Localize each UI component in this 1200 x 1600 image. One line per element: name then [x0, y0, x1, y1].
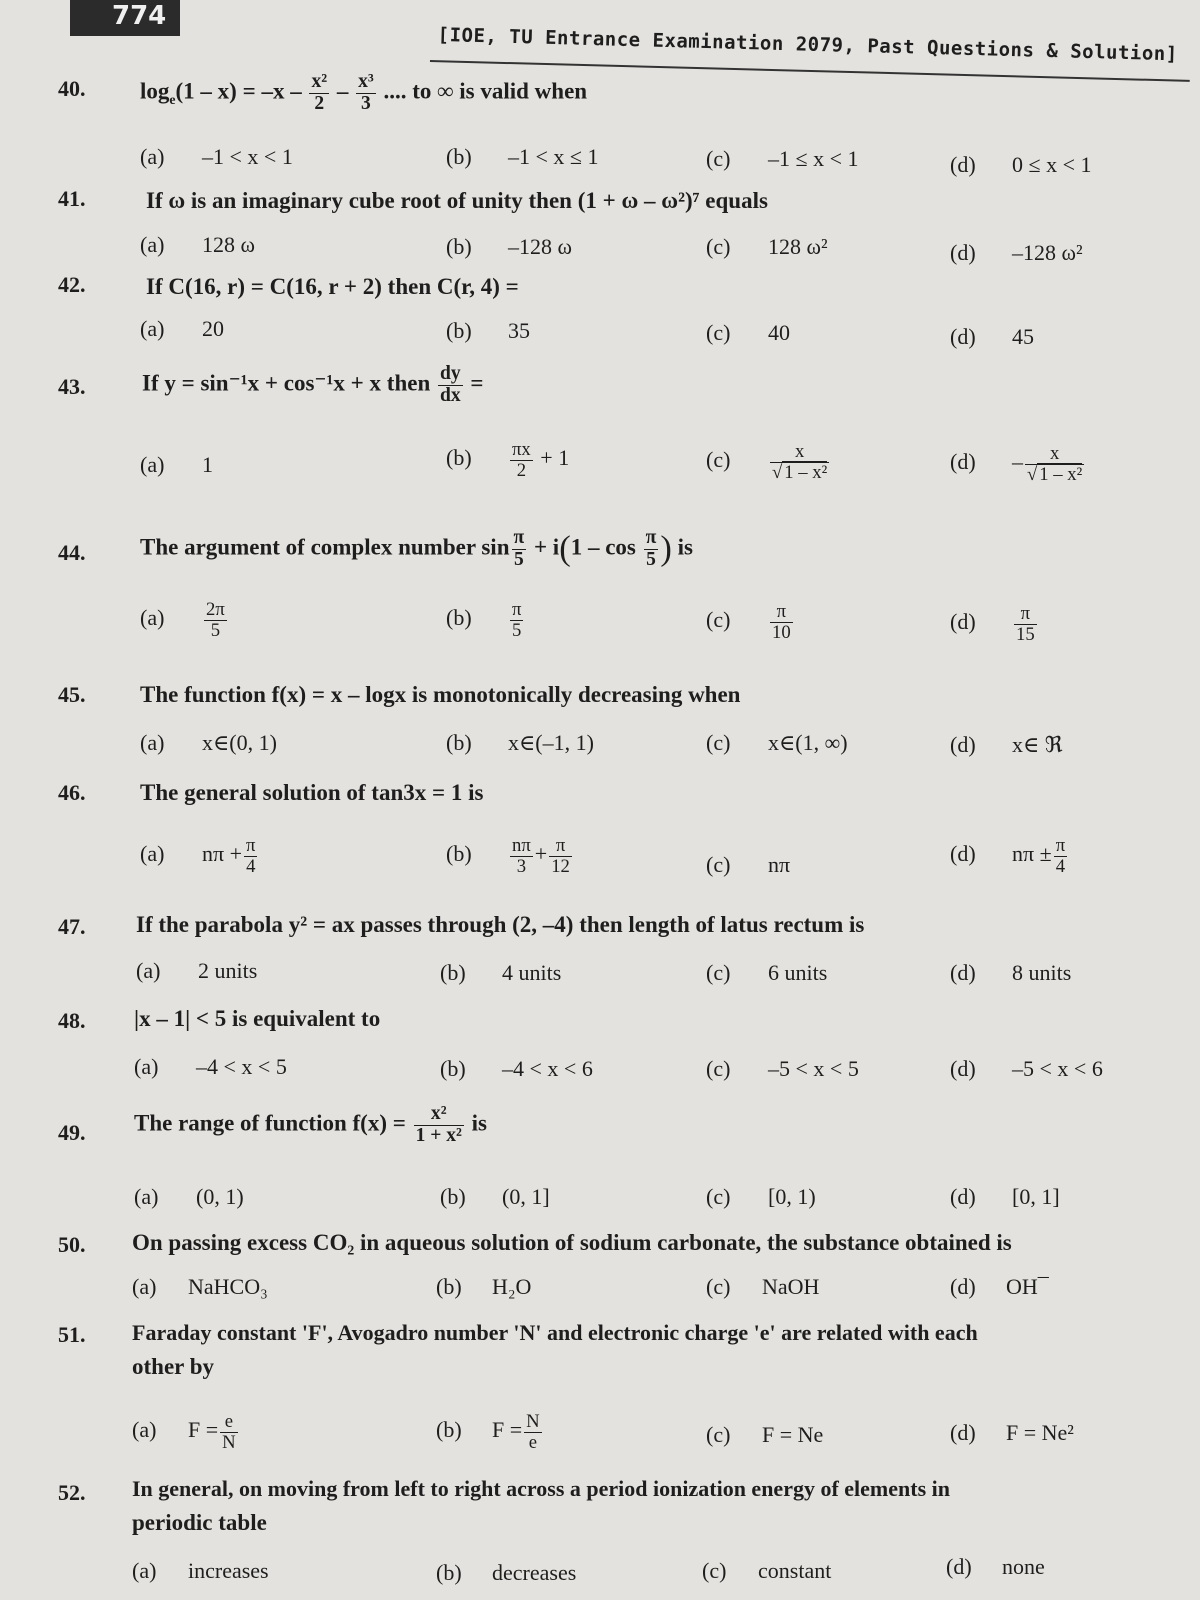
question-stem: The general solution of tan3x = 1 is [140, 780, 484, 805]
question-number: 51. [58, 1322, 86, 1347]
option-a[interactable]: (a) nπ + $\frac{\pi}{4}$ [140, 835, 256, 877]
question-number: 40. [58, 76, 86, 101]
option-b[interactable]: (b) H₂O [436, 1274, 532, 1299]
question-number: 46. [58, 780, 86, 805]
option-c[interactable]: (c) $\frac{\pi}{10}$ [706, 601, 791, 643]
option-b[interactable]: (b) 4 units [440, 960, 562, 985]
question-number: 44. [58, 540, 86, 565]
option-d[interactable]: (d) –5 < x < 6 [950, 1056, 1103, 1081]
option-c[interactable]: (c) 128 ω² [706, 234, 828, 259]
option-c[interactable]: (c) –1 ≤ x < 1 [706, 146, 859, 171]
option-b[interactable]: (b) (0, 1] [440, 1184, 550, 1209]
option-c[interactable]: (c) constant [702, 1558, 832, 1583]
question-number: 50. [58, 1232, 86, 1257]
option-c[interactable]: (c) 6 units [706, 960, 828, 985]
option-a[interactable]: (a) NaHCO₃ [132, 1274, 268, 1299]
question-number: 52. [58, 1480, 86, 1505]
question-stem: In general, on moving from left to right across a period ionization energy of elements in [132, 1476, 950, 1501]
option-a[interactable]: (a) –4 < x < 5 [134, 1054, 287, 1079]
option-d[interactable]: (d) – $\frac{x}{\text{√ 1 – x²}}$ [950, 443, 1083, 485]
question-stem: If y = sin⁻¹x + cos⁻¹x + x then $\frac{dy}{dx}$ = [142, 363, 484, 406]
option-c[interactable]: (c) 40 [706, 320, 790, 345]
question-stem: The argument of complex number sin $\frac{\pi}{5}$ + i(1 – cos $\frac{\pi}{5}$ ) is [140, 527, 693, 570]
option-a[interactable]: (a) (0, 1) [134, 1184, 244, 1209]
question-number: 47. [58, 914, 86, 939]
option-b[interactable]: (b) decreases [436, 1560, 577, 1585]
option-a[interactable]: (a) –1 < x < 1 [140, 144, 293, 169]
option-c[interactable]: (c) [0, 1) [706, 1184, 816, 1209]
option-d[interactable]: (d) nπ ± $\frac{\pi}{4}$ [950, 835, 1066, 877]
fraction: $\frac{\text{x²}}{2}$ [311, 71, 328, 114]
option-a[interactable]: (a) increases [132, 1558, 269, 1583]
option-d[interactable]: (d) [0, 1] [950, 1184, 1060, 1209]
option-b[interactable]: (b) $\frac{\pi}{5}$ [446, 599, 522, 641]
option-b[interactable]: (b) –1 < x ≤ 1 [446, 144, 599, 169]
question-stem-continued: periodic table [132, 1510, 267, 1535]
question-stem-continued: other by [132, 1354, 214, 1379]
option-c[interactable]: (c) $\frac{x}{\text{√ 1 – x²}}$ [706, 441, 828, 483]
option-b[interactable]: (b) 35 [446, 318, 530, 343]
option-d[interactable]: (d) –128 ω² [950, 240, 1083, 265]
question-stem: |x – 1| < 5 is equivalent to [134, 1006, 381, 1031]
option-b[interactable]: (b) $\frac{n\pi}{3}$ + $\frac{\pi}{12}$ [446, 835, 570, 877]
question-number: 49. [58, 1120, 86, 1145]
option-b[interactable]: (b) –128 ω [446, 234, 572, 259]
question-number: 41. [58, 186, 86, 211]
question-stem: If C(16, r) = C(16, r + 2) then C(r, 4) = [146, 274, 519, 299]
option-a[interactable]: (a) 1 [140, 452, 213, 477]
question-number: 43. [58, 374, 86, 399]
option-a[interactable]: (a) 20 [140, 316, 224, 341]
option-a[interactable]: (a) $\frac{2\pi}{5}$ [140, 599, 225, 641]
page-number: 774 [112, 1, 167, 31]
option-c[interactable]: (c) x∈(1, ∞) [706, 730, 848, 755]
option-d[interactable]: (d) 8 units [950, 960, 1072, 985]
option-d[interactable]: (d) none [946, 1554, 1045, 1579]
question-stem: On passing excess CO₂ in aqueous solution of sodium carbonate, the substance obtained is [132, 1230, 1012, 1255]
option-d[interactable]: (d) F = Ne² [950, 1420, 1074, 1445]
option-b[interactable]: (b) x∈(–1, 1) [446, 730, 594, 755]
question-stem: $\log_e(1 - x) = -x$ – $\frac{\text{x²}}{2}$ – $\frac{\text{x³}}{3}$ .... to ∞ is valid when [140, 71, 588, 114]
option-a[interactable]: (a) F = $\frac{e}{N}$ [132, 1411, 236, 1453]
option-c[interactable]: (c) F = Ne [706, 1422, 824, 1447]
question-number: 45. [58, 682, 86, 707]
option-a[interactable]: (a) x∈(0, 1) [140, 730, 277, 755]
question-stem: If ω is an imaginary cube root of unity then (1 + ω – ω²)⁷ equals [146, 188, 768, 213]
question-stem: The range of function f(x) = $\frac{\text{x²}}{\text{1 + x²}}$ is [134, 1103, 487, 1146]
question-stem: If the parabola y² = ax passes through (2, –4) then length of latus rectum is [136, 912, 865, 937]
option-c[interactable]: (c) –5 < x < 5 [706, 1056, 859, 1081]
option-b[interactable]: (b) –4 < x < 6 [440, 1056, 593, 1081]
option-d[interactable]: (d) 45 [950, 324, 1034, 349]
option-c[interactable]: (c) nπ [706, 852, 791, 877]
option-d[interactable]: (d) 0 ≤ x < 1 [950, 152, 1092, 177]
option-d[interactable]: (d) x∈ ℜ [950, 732, 1063, 757]
option-d[interactable]: (d) $\frac{\pi}{15}$ [950, 603, 1035, 645]
option-a[interactable]: (a) 2 units [136, 958, 258, 983]
option-a[interactable]: (a) 128 ω [140, 232, 255, 257]
fraction: $\frac{\text{x³}}{3}$ [358, 71, 374, 114]
question-stem: The function f(x) = x – logx is monotonically decreasing when [140, 682, 741, 707]
question-stem: Faraday constant 'F', Avogadro number 'N' and electronic charge 'e' are related with each [132, 1320, 978, 1345]
question-number: 42. [58, 272, 86, 297]
option-b[interactable]: (b) $\frac{\pi x}{2}$ + 1 [446, 439, 570, 481]
option-b[interactable]: (b) F = $\frac{N}{e}$ [436, 1411, 540, 1453]
page-number-tab [70, 0, 180, 36]
option-d[interactable]: (d) OH¯ [950, 1274, 1049, 1299]
option-c[interactable]: (c) NaOH [706, 1274, 820, 1299]
question-number: 48. [58, 1008, 86, 1033]
page-header: [IOE, TU Entrance Examination 2079, Past Questions & Solution] [437, 24, 1178, 66]
